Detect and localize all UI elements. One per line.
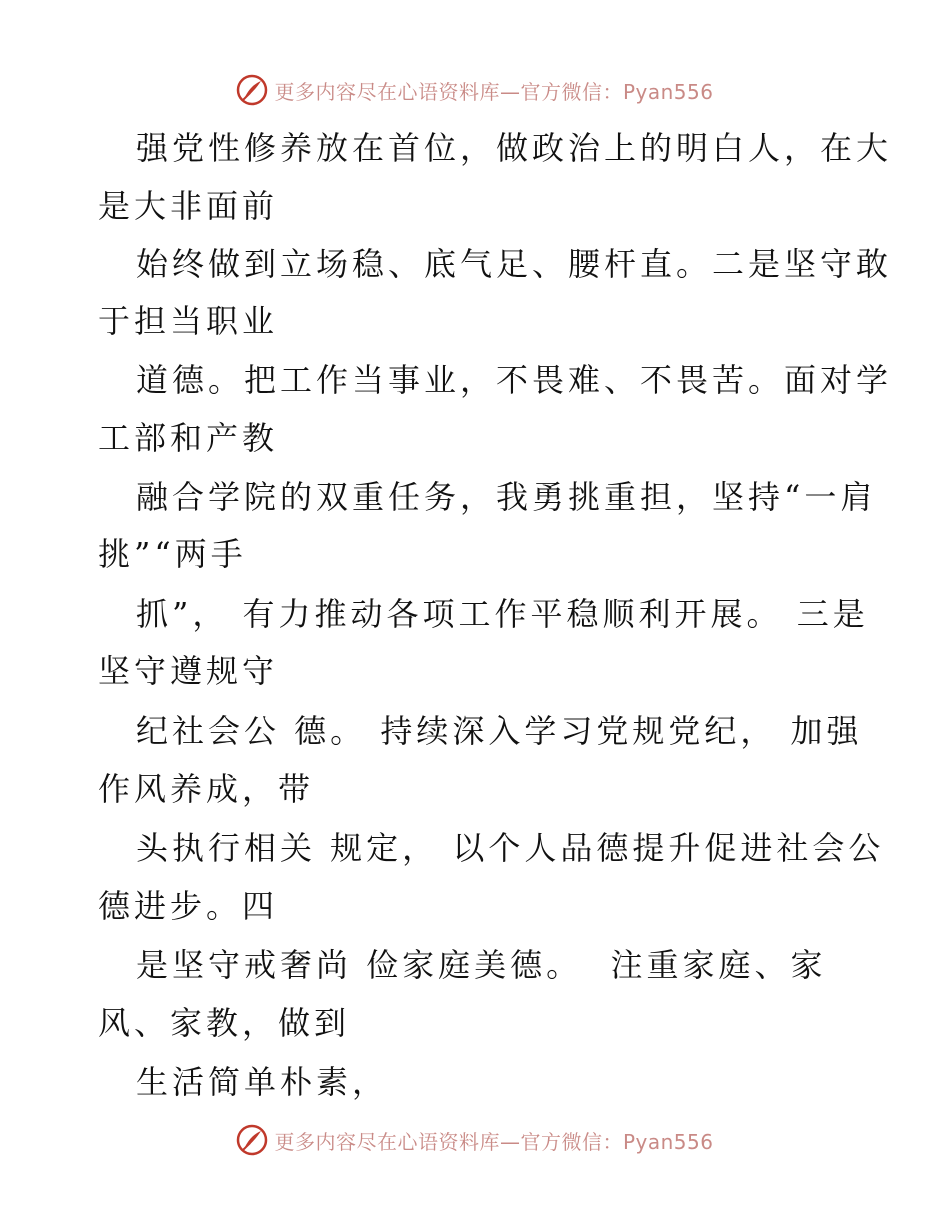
body-line: 作风养成，带 bbox=[98, 770, 315, 808]
feather-quill-logo-icon bbox=[236, 1124, 268, 1156]
footer-watermark-text: 更多内容尽在心语资料库—官方微信：Pyan556 bbox=[274, 1129, 714, 1154]
body-line: 于担当职业 bbox=[98, 302, 279, 340]
body-line: 道德。把工作当事业，不畏难、不畏苦。面对学 bbox=[136, 361, 893, 399]
body-line: 融合学院的双重任务，我勇挑重担，坚持“一肩 bbox=[136, 478, 877, 516]
body-line: 强党性修养放在首位，做政治上的明白人，在大 bbox=[136, 129, 893, 167]
body-line: 风、家教，做到 bbox=[98, 1004, 351, 1042]
body-line: 头执行相关 规定， 以个人品德提升促进社会公 bbox=[136, 829, 885, 867]
body-line: 抓”， 有力推动各项工作平稳顺利开展。 三是 bbox=[136, 595, 869, 633]
body-line: 是大非面前 bbox=[98, 187, 279, 225]
body-line: 工部和产教 bbox=[98, 419, 279, 457]
body-line: 挑”“两手 bbox=[98, 535, 247, 573]
footer-watermark-banner bbox=[0, 1122, 950, 1158]
body-line: 纪社会公 德。 持续深入学习党规党纪， 加强 bbox=[136, 712, 863, 750]
body-line: 生活简单朴素， bbox=[136, 1063, 389, 1101]
body-line: 是坚守戒奢尚 俭家庭美德。 注重家庭、家 bbox=[136, 946, 827, 984]
body-line: 坚守遵规守 bbox=[98, 652, 279, 690]
body-line: 始终做到立场稳、底气足、腰杆直。二是坚守敢 bbox=[136, 245, 893, 283]
body-line: 德进步。四 bbox=[98, 887, 279, 925]
header-watermark-text: 更多内容尽在心语资料库—官方微信：Pyan556 bbox=[274, 79, 714, 104]
